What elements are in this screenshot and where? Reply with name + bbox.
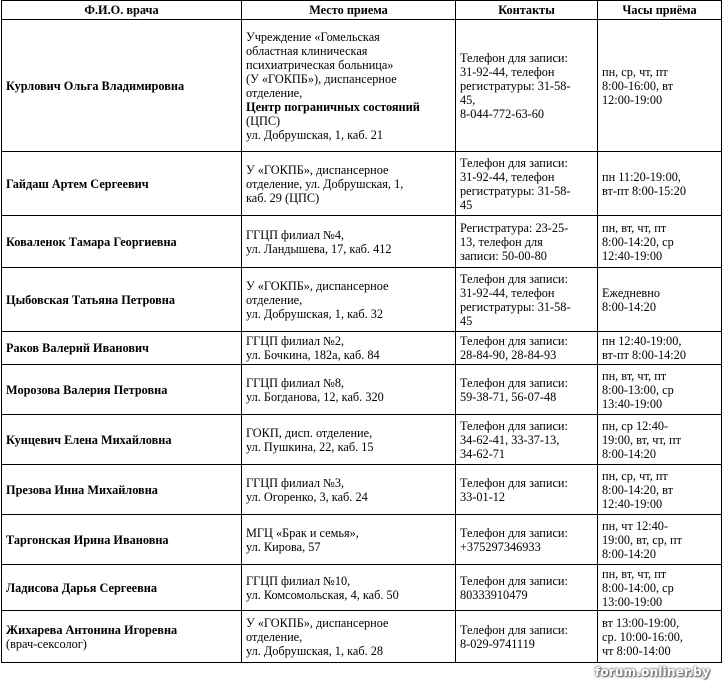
doctor-name: Коваленок Тамара Георгиевна [6,234,177,249]
cell-line: 34-62-41, 33-37-13, [460,432,560,447]
cell-line: 12:40-19:00 [602,496,663,511]
hours-cell [598,465,722,515]
cell-line: ср. 10:00-16:00, [602,629,683,644]
cell-line: пн, ср, чт, пт [602,64,668,79]
doctor-name-cell [2,152,242,216]
cell-line: 59-38-71, 56-07-48 [460,389,557,404]
cell-line: Телефон для записи: [460,573,568,588]
contacts-cell [456,515,598,565]
place-cell [242,332,456,365]
contacts-cell [456,565,598,611]
table-row [2,152,722,216]
doctor-specialty-note: (врач-сексолог) [6,636,87,651]
cell-line: отделение, [246,85,303,100]
cell-line: Регистратура: 23-25- [460,220,569,235]
cell-line: 8-044-772-63-60 [460,106,545,121]
table-row [2,332,722,365]
cell-line: Телефон для записи: [460,525,568,540]
doctor-name-cell [2,365,242,415]
cell-line: отделение, [246,292,303,307]
place-cell [242,565,456,611]
hours-cell [598,365,722,415]
cell-line: записи: 50-00-80 [460,248,547,263]
cell-line: ул. Бочкина, 182а, каб. 84 [246,348,380,362]
contacts-cell [456,216,598,268]
doctor-name: Кунцевич Елена Михайловна [6,432,172,447]
table-row [2,465,722,515]
cell-line: каб. 29 (ЦПС) [246,190,320,205]
table-row [2,20,722,152]
cell-line: пн, вт, чт, пт [602,566,667,581]
table-row [2,365,722,415]
cell-line: У «ГОКПБ», диспансерное [246,615,389,630]
cell-line: ул. Огоренко, 3, каб. 24 [246,489,368,504]
cell-line: МГЦ «Брак и семья», [246,525,359,540]
cell-line: ГОКП, дисп. отделение, [246,425,373,440]
cell-line: 33-01-12 [460,489,506,504]
cell-line: вт-пт 8:00-14:20 [602,348,686,362]
doctor-name-cell [2,20,242,152]
doctor-name: Ладисова Дарья Сергеевна [6,580,157,595]
place-cell [242,611,456,663]
cell-line: ГГЦП филиал №2, [246,334,345,348]
place-cell [242,515,456,565]
cell-line: Телефон для записи: [460,622,568,637]
cell-line: регистратуры: 31-58- [460,183,571,198]
cell-line: пн, чт 12:40- [602,518,669,533]
cell-line: Телефон для записи: [460,334,568,348]
cell-line: регистратуры: 31-58- [460,78,571,93]
cell-line: пн 12:40-19:00, [602,334,682,348]
cell-line: У «ГОКПБ», диспансерное [246,278,389,293]
table-row [2,216,722,268]
cell-line: 8:00-16:00, вт [602,78,673,93]
cell-line: 8:00-14:20 [602,546,656,561]
header-row [2,1,722,20]
hours-cell [598,415,722,465]
cell-line: вт-пт 8:00-15:20 [602,183,686,198]
cell-line: 19:00, вт, ср, пт [602,532,682,547]
hours-cell [598,565,722,611]
cell-line: 8:00-14:00, ср [602,580,674,595]
cell-line: 80333910479 [460,587,528,602]
cell-line: ГГЦП филиал №4, [246,227,345,242]
contacts-cell [456,611,598,663]
cell-line: 13:00-19:00 [602,594,663,609]
place-cell [242,152,456,216]
cell-line: пн, ср 12:40- [602,418,669,433]
cell-line: 45 [460,313,473,328]
header-contacts: Контакты [456,1,598,20]
doctor-name-cell [2,216,242,268]
cell-line: Учреждение «Гомельская [246,29,380,44]
cell-line: 19:00, вт, чт, пт [602,432,681,447]
cell-line: ул. Добрушская, 1, каб. 32 [246,306,384,321]
cell-line: ул. Ландышева, 17, каб. 412 [246,241,392,256]
place-cell [242,216,456,268]
cell-line: ГГЦП филиал №10, [246,573,351,588]
cell-line: Телефон для записи: [460,155,568,170]
doctor-name: Курлович Ольга Владимировна [6,78,185,93]
contacts-cell [456,332,598,365]
cell-line: 8:00-14:20 [602,299,656,314]
cell-line: регистратуры: 31-58- [460,299,571,314]
doctor-name: Раков Валерий Иванович [6,341,149,355]
cell-line: отделение, [246,629,303,644]
cell-line: Ежедневно [602,285,660,300]
cell-line: 8-029-9741119 [460,636,535,651]
hours-cell [598,152,722,216]
doctor-name-cell [2,465,242,515]
cell-line: ГГЦП филиал №3, [246,475,345,490]
cell-line: Телефон для записи: [460,271,568,286]
cell-line: вт 13:00-19:00, [602,615,680,630]
cell-line: 13:40-19:00 [602,396,663,411]
cell-line: 12:00-19:00 [602,92,663,107]
cell-line: ул. Пушкина, 22, каб. 15 [246,439,374,454]
watermark-text: forum.onliner.by [594,665,710,679]
place-cell [242,465,456,515]
cell-line: 8:00-14:20, вт [602,482,673,497]
cell-line: 12:40-19:00 [602,248,663,263]
header-place: Место приема [242,1,456,20]
table-row [2,565,722,611]
contacts-cell [456,465,598,515]
place-cell [242,415,456,465]
cell-line: 13, телефон для [460,234,543,249]
hours-cell [598,20,722,152]
cell-line: 34-62-71 [460,446,506,461]
cell-line: психиатрическая больница» [246,57,394,72]
cell-line: (ЦПС) [246,113,281,128]
cell-line: +375297346933 [460,539,541,554]
doctor-name-cell [2,268,242,332]
doctors-table [1,0,722,663]
hours-cell [598,515,722,565]
header-hours: Часы приёма [598,1,722,20]
doctor-name-cell [2,332,242,365]
contacts-cell [456,268,598,332]
doctor-name: Гайдаш Артем Сергеевич [6,176,149,191]
cell-line: 31-92-44, телефон [460,285,555,300]
table-row [2,611,722,663]
cell-line: пн 11:20-19:00, [602,169,681,184]
doctor-name: Презова Инна Михайловна [6,482,158,497]
table-row [2,268,722,332]
place-cell [242,365,456,415]
doctor-name: Морозова Валерия Петровна [6,382,168,397]
cell-line: 45, [460,92,476,107]
cell-line: отделение, ул. Добрушская, 1, [246,176,404,191]
cell-line: У «ГОКПБ», диспансерное [246,162,389,177]
doctor-name-cell [2,515,242,565]
cell-line: 8:00-13:00, ср [602,382,674,397]
table-row [2,415,722,465]
cell-line: ул. Комсомольская, 4, каб. 50 [246,587,399,602]
cell-line: пн, ср, чт, пт [602,468,668,483]
cell-line: Центр пограничных состояний [246,99,420,114]
contacts-cell [456,365,598,415]
cell-line: пн, вт, чт, пт [602,368,667,383]
place-cell [242,268,456,332]
cell-line: ул. Добрушская, 1, каб. 21 [246,127,384,142]
cell-line: (У «ГОКПБ»), диспансерное [246,71,397,86]
doctor-name-cell [2,611,242,663]
cell-line: Телефон для записи: [460,418,568,433]
table-row [2,515,722,565]
cell-line: 31-92-44, телефон [460,64,555,79]
cell-line: ул. Богданова, 12, каб. 320 [246,389,384,404]
contacts-cell [456,20,598,152]
doctor-name-cell [2,565,242,611]
hours-cell [598,268,722,332]
cell-line: Телефон для записи: [460,475,568,490]
cell-line: 28-84-90, 28-84-93 [460,348,557,362]
hours-cell [598,332,722,365]
place-cell [242,20,456,152]
cell-line: Телефон для записи: [460,375,568,390]
cell-line: областная клиническая [246,43,368,58]
cell-line: пн, вт, чт, пт [602,220,667,235]
hours-cell [598,216,722,268]
header-name: Ф.И.О. врача [2,1,242,20]
doctor-name: Цыбовская Татьяна Петровна [6,292,176,307]
table-body [2,20,722,663]
hours-cell [598,611,722,663]
doctor-name: Таргонская Ирина Ивановна [6,532,169,547]
cell-line: ул. Добрушская, 1, каб. 28 [246,643,384,658]
cell-line: чт 8:00-14:00 [602,643,671,658]
cell-line: 31-92-44, телефон [460,169,555,184]
cell-line: Телефон для записи: [460,50,568,65]
doctor-name: Жихарева Антонина Игоревна [6,622,178,637]
contacts-cell [456,415,598,465]
cell-line: 8:00-14:20, ср [602,234,674,249]
cell-line: ГГЦП филиал №8, [246,375,345,390]
cell-line: ул. Кирова, 57 [246,539,321,554]
cell-line: 8:00-14:20 [602,446,656,461]
cell-line: 45 [460,197,473,212]
doctor-name-cell [2,415,242,465]
contacts-cell [456,152,598,216]
